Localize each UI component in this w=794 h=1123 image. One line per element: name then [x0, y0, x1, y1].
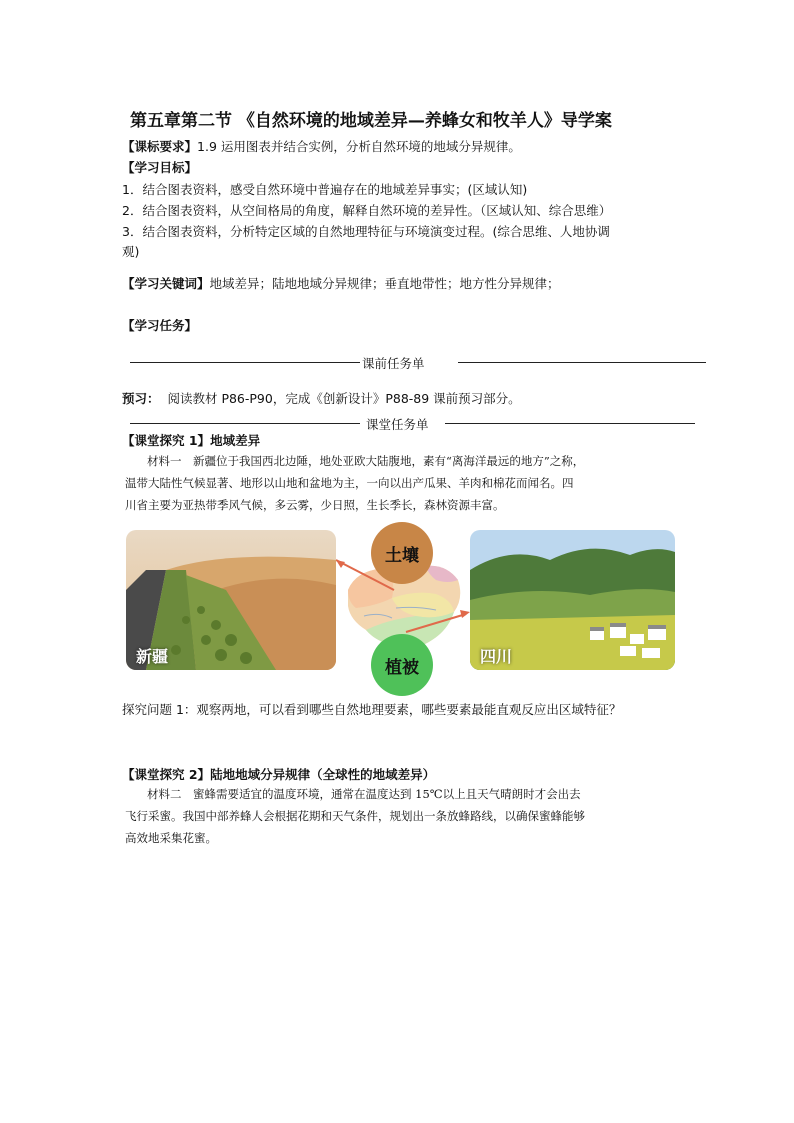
keywords-text: 地域差异；陆地地域分异规律；垂直地带性；地方性分异规律； — [209, 276, 560, 291]
preview-text: 阅读教材 P86-P90，完成《创新设计》P88-89 课前预习部分。 — [167, 391, 521, 406]
keywords — [122, 274, 560, 292]
inquiry-1-label: 【课堂探究 1】 — [122, 433, 211, 448]
objective-item-1: 1．结合图表资料，感受自然环境中普遍存在的地域差异事实；(区域认知) — [122, 182, 528, 197]
material-2-line-1: 材料二 蜜蜂需要适宜的温度环境，通常在温度达到 15℃以上且天气晴朗时才会出去 — [147, 787, 581, 801]
keywords-label: 【学习关键词】 — [122, 276, 210, 291]
material-1 — [125, 450, 685, 516]
soil-bubble: 土壤 — [371, 522, 433, 584]
curriculum-text: 1.9 运用图表并结合实例，分析自然环境的地域分异规律。 — [197, 139, 521, 154]
in-class-divider-left — [130, 423, 360, 424]
preview — [122, 389, 521, 407]
preview-label: 预习： — [122, 391, 160, 406]
material-1-line-1: 材料一 新疆位于我国西北边陲，地处亚欧大陆腹地，素有“离海洋最远的地方”之称， — [147, 454, 585, 468]
page-title: 第五章第二节 《自然环境的地域差异—养蜂女和牧羊人》导学案 — [130, 111, 612, 131]
objective-item-3: 3．结合图表资料，分析特定区域的自然地理特征与环境演变过程。(综合思维、人地协调 — [122, 224, 610, 239]
curriculum-requirement — [122, 137, 521, 155]
material-2-line-2: 飞行采蜜。我国中部养蜂人会根据花期和天气条件，规划出一条放蜂路线，以确保蜜蜂能够 — [125, 809, 585, 823]
pre-class-divider-left — [130, 362, 360, 363]
objective-item-2: 2．结合图表资料，从空间格局的角度，解释自然环境的差异性。（区域认知、综合思维） — [122, 203, 612, 218]
sichuan-photo — [470, 530, 675, 670]
inquiry-1-title: 地域差异 — [210, 433, 261, 448]
material-2 — [125, 783, 685, 849]
inquiry-2-label: 【课堂探究 2】 — [122, 767, 211, 782]
material-1-line-2: 温带大陆性气候显著、地形以山地和盆地为主，一向以出产瓜果、羊肉和棉花而闻名。四 — [125, 476, 574, 490]
xinjiang-photo — [126, 530, 336, 670]
sichuan-label: 四川 — [480, 647, 513, 666]
vegetation-bubble: 植被 — [371, 634, 433, 696]
tasks-label: 【学习任务】 — [122, 318, 198, 333]
pre-class-divider-text: 课前任务单 — [362, 356, 425, 371]
in-class-divider-text: 课堂任务单 — [366, 417, 429, 432]
inquiry-2-title: 陆地地域分异规律（全球性的地域差异） — [210, 767, 436, 782]
inquiry-2-heading — [122, 765, 435, 783]
objective-item-3-continued: 观) — [122, 244, 140, 259]
xinjiang-label: 新疆 — [136, 647, 169, 666]
pre-class-divider-right — [458, 362, 706, 363]
comparison-figure — [122, 522, 677, 698]
material-1-line-3: 川省主要为亚热带季风气候，多云雾，少日照，生长季长，森林资源丰富。 — [125, 498, 505, 512]
in-class-divider-right — [445, 423, 695, 424]
curriculum-label: 【课标要求】 — [122, 139, 198, 154]
material-2-line-3: 高效地采集花蜜。 — [125, 831, 217, 845]
objectives-label: 【学习目标】 — [122, 160, 198, 175]
inquiry-1-heading — [122, 431, 260, 449]
inquiry-1-question: 探究问题 1：观察两地，可以看到哪些自然地理要素，哪些要素最能直观反应出区域特征？ — [122, 702, 622, 717]
